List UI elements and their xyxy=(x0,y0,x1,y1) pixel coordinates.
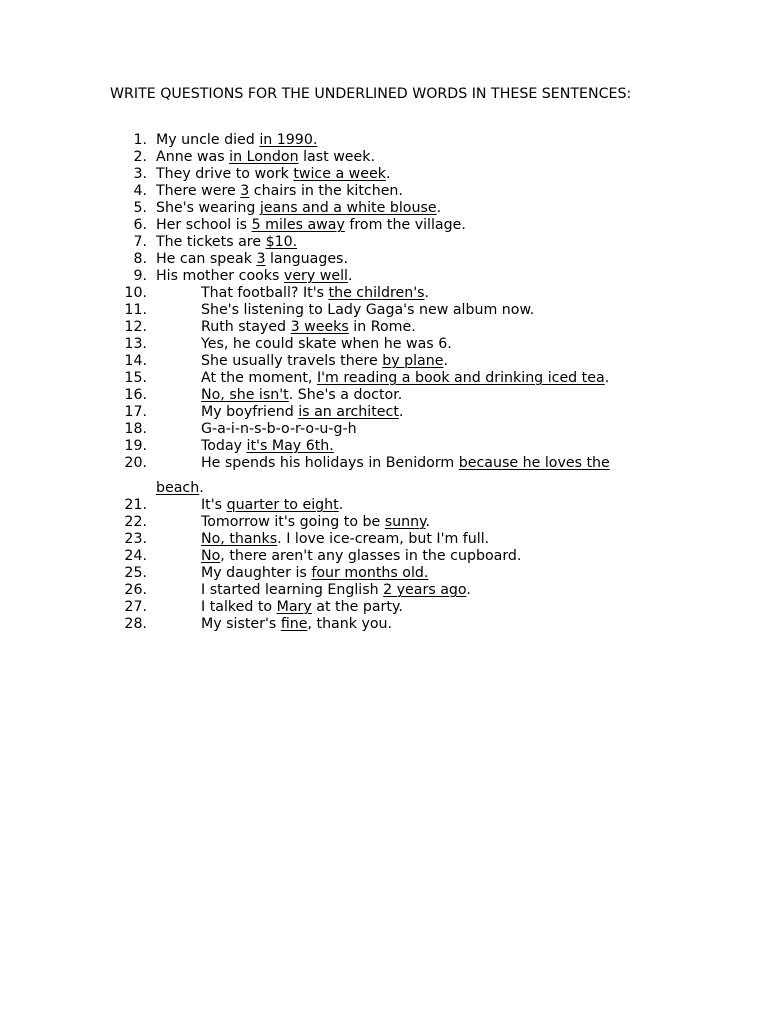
underlined-phrase: $10. xyxy=(265,234,298,250)
underlined-phrase: 3 weeks xyxy=(290,319,349,335)
underlined-phrase: 5 miles away xyxy=(251,217,345,233)
sentence-text: She usually travels there xyxy=(201,353,383,369)
list-item xyxy=(0,251,768,268)
sentence-text: . xyxy=(199,480,204,496)
sentence xyxy=(201,582,471,599)
sentence-text: She's listening to Lady Gaga's new album now. xyxy=(201,302,535,318)
sentence-text: Yes, he could skate when he was 6. xyxy=(201,336,452,352)
underlined-phrase: 3 xyxy=(240,183,250,199)
sentence xyxy=(201,353,448,370)
sentence-text: My sister's xyxy=(201,616,281,632)
list-item xyxy=(0,217,768,234)
list-item xyxy=(0,302,768,319)
item-number: 19. xyxy=(124,438,147,454)
item-number: 6. xyxy=(133,217,147,233)
list-item xyxy=(0,548,768,565)
underlined-phrase: quarter to eight xyxy=(226,497,339,513)
sentence-text: , thank you. xyxy=(307,616,393,632)
item-number: 5. xyxy=(133,200,147,216)
underlined-phrase: because he loves the xyxy=(458,455,610,471)
item-number: 20. xyxy=(124,455,147,471)
sentence-text: I started learning English xyxy=(201,582,384,598)
sentence xyxy=(201,616,392,633)
sentence xyxy=(201,565,428,582)
sentence-text: Tomorrow it's going to be xyxy=(201,514,385,530)
item-number: 8. xyxy=(133,251,147,267)
item-number: 28. xyxy=(124,616,147,632)
underlined-phrase: jeans and a white blouse xyxy=(259,200,437,216)
underlined-phrase: it's May 6th. xyxy=(246,438,334,454)
sentence xyxy=(156,217,466,234)
list-item xyxy=(0,200,768,217)
sentence xyxy=(156,149,375,166)
sentence xyxy=(201,302,534,319)
item-number: 22. xyxy=(124,514,147,530)
sentence-text: I talked to xyxy=(201,599,277,615)
item-number: 9. xyxy=(133,268,147,284)
underlined-phrase: beach xyxy=(156,480,200,496)
item-number: 1. xyxy=(133,132,147,148)
sentence-text: , there aren't any glasses in the cupboard. xyxy=(220,548,522,564)
list-item xyxy=(0,336,768,353)
sentence xyxy=(201,404,403,421)
sentence-text: There were xyxy=(156,183,241,199)
sentence xyxy=(156,234,297,251)
sentence-text: at the party. xyxy=(311,599,403,615)
sentence-text: . She's a doctor. xyxy=(288,387,403,403)
sentence-text: from the village. xyxy=(344,217,466,233)
item-number: 24. xyxy=(124,548,147,564)
sentence-text: At the moment, xyxy=(201,370,317,386)
sentence-text: He spends his holidays in Benidorm xyxy=(201,455,459,471)
underlined-phrase: the children's xyxy=(328,285,425,301)
item-number: 15. xyxy=(124,370,147,386)
sentence xyxy=(201,319,416,336)
sentence-text: chairs in the kitchen. xyxy=(249,183,403,199)
sentence-text: His mother cooks xyxy=(156,268,284,284)
sentence-text: last week. xyxy=(298,149,375,165)
underlined-phrase: four months old. xyxy=(311,565,429,581)
sentence-text: Her school is xyxy=(156,217,252,233)
sentence xyxy=(201,421,357,438)
underlined-phrase: fine xyxy=(280,616,308,632)
underlined-phrase: 2 years ago xyxy=(383,582,467,598)
list-item xyxy=(0,421,768,438)
sentence xyxy=(201,497,343,514)
sentence xyxy=(156,200,441,217)
sentence-text: He can speak xyxy=(156,251,257,267)
sentence xyxy=(156,268,353,285)
item-number: 26. xyxy=(124,582,147,598)
sentence-list xyxy=(0,132,768,633)
sentence xyxy=(201,336,452,353)
sentence xyxy=(201,370,609,387)
sentence-text: That football? It's xyxy=(201,285,329,301)
list-item xyxy=(0,234,768,251)
sentence xyxy=(201,599,403,616)
item-number: 13. xyxy=(124,336,147,352)
sentence-text: She's wearing xyxy=(156,200,260,216)
item-number: 7. xyxy=(133,234,147,250)
sentence-text: The tickets are xyxy=(156,234,266,250)
sentence-text: languages. xyxy=(265,251,348,267)
sentence xyxy=(201,438,334,455)
item-number: 27. xyxy=(124,599,147,615)
list-item xyxy=(0,455,768,497)
underlined-phrase: I'm reading a book and drinking iced tea xyxy=(316,370,605,386)
list-item xyxy=(0,565,768,582)
item-number: 3. xyxy=(133,166,147,182)
item-number: 10. xyxy=(124,285,147,301)
list-item xyxy=(0,353,768,370)
underlined-phrase: is an architect xyxy=(298,404,399,420)
item-number: 23. xyxy=(124,531,147,547)
list-item xyxy=(0,285,768,302)
sentence-text: Anne was xyxy=(156,149,230,165)
list-item xyxy=(0,582,768,599)
worksheet-heading: WRITE QUESTIONS FOR THE UNDERLINED WORDS IN THESE SENTENCES: xyxy=(110,86,632,102)
list-item xyxy=(0,531,768,548)
sentence-text: . xyxy=(466,582,471,598)
sentence-text: . xyxy=(425,514,431,530)
sentence-text: . xyxy=(424,285,430,301)
underlined-phrase: in London xyxy=(229,149,299,165)
list-item xyxy=(0,166,768,183)
list-item xyxy=(0,149,768,166)
item-number: 18. xyxy=(124,421,147,437)
sentence-text: . xyxy=(443,353,448,369)
sentence xyxy=(201,514,430,531)
sentence-text: My uncle died xyxy=(156,132,260,148)
sentence-text: . xyxy=(436,200,442,216)
sentence-text: . xyxy=(398,404,404,420)
list-item xyxy=(0,514,768,531)
sentence-text: Ruth stayed xyxy=(201,319,291,335)
list-item xyxy=(0,268,768,285)
underlined-phrase: No xyxy=(201,548,221,564)
underlined-phrase: No, thanks xyxy=(201,531,278,547)
sentence-text: . xyxy=(604,370,610,386)
sentence xyxy=(201,548,521,565)
sentence-text: . I love ice-cream, but I'm full. xyxy=(277,531,490,547)
list-item xyxy=(0,497,768,514)
list-item xyxy=(0,183,768,200)
underlined-phrase: 3 xyxy=(256,251,266,267)
sentence xyxy=(156,251,348,268)
item-number: 17. xyxy=(124,404,147,420)
sentence xyxy=(156,183,403,200)
sentence-text: It's xyxy=(201,497,227,513)
sentence-text: . xyxy=(385,166,391,182)
list-item xyxy=(0,404,768,421)
list-item xyxy=(0,616,768,633)
sentence xyxy=(156,166,390,183)
sentence-text: They drive to work xyxy=(156,166,294,182)
sentence-text: My boyfriend xyxy=(201,404,299,420)
item-number: 21. xyxy=(124,497,147,513)
list-item xyxy=(0,438,768,455)
sentence-continuation xyxy=(156,480,204,497)
underlined-phrase: very well xyxy=(283,268,349,284)
item-number: 12. xyxy=(124,319,147,335)
list-item xyxy=(0,387,768,404)
sentence xyxy=(201,387,402,404)
sentence xyxy=(201,531,489,548)
item-number: 4. xyxy=(133,183,147,199)
sentence-text: Today xyxy=(201,438,247,454)
sentence xyxy=(201,285,429,302)
sentence xyxy=(201,455,610,472)
underlined-phrase: sunny xyxy=(384,514,426,530)
list-item xyxy=(0,370,768,387)
sentence-text: . xyxy=(348,268,353,284)
item-number: 16. xyxy=(124,387,147,403)
list-item xyxy=(0,599,768,616)
underlined-phrase: Mary xyxy=(276,599,312,615)
underlined-phrase: twice a week xyxy=(293,166,386,182)
item-number: 25. xyxy=(124,565,147,581)
item-number: 11. xyxy=(124,302,147,318)
sentence-text: in Rome. xyxy=(348,319,416,335)
sentence xyxy=(156,132,317,149)
item-number: 2. xyxy=(133,149,147,165)
underlined-phrase: No, she isn't xyxy=(201,387,289,403)
item-number: 14. xyxy=(124,353,147,369)
sentence-text: My daughter is xyxy=(201,565,312,581)
list-item xyxy=(0,132,768,149)
underlined-phrase: by plane xyxy=(382,353,444,369)
sentence-text: G-a-i-n-s-b-o-r-o-u-g-h xyxy=(201,421,357,437)
list-item xyxy=(0,319,768,336)
sentence-text: . xyxy=(338,497,344,513)
underlined-phrase: in 1990. xyxy=(259,132,318,148)
